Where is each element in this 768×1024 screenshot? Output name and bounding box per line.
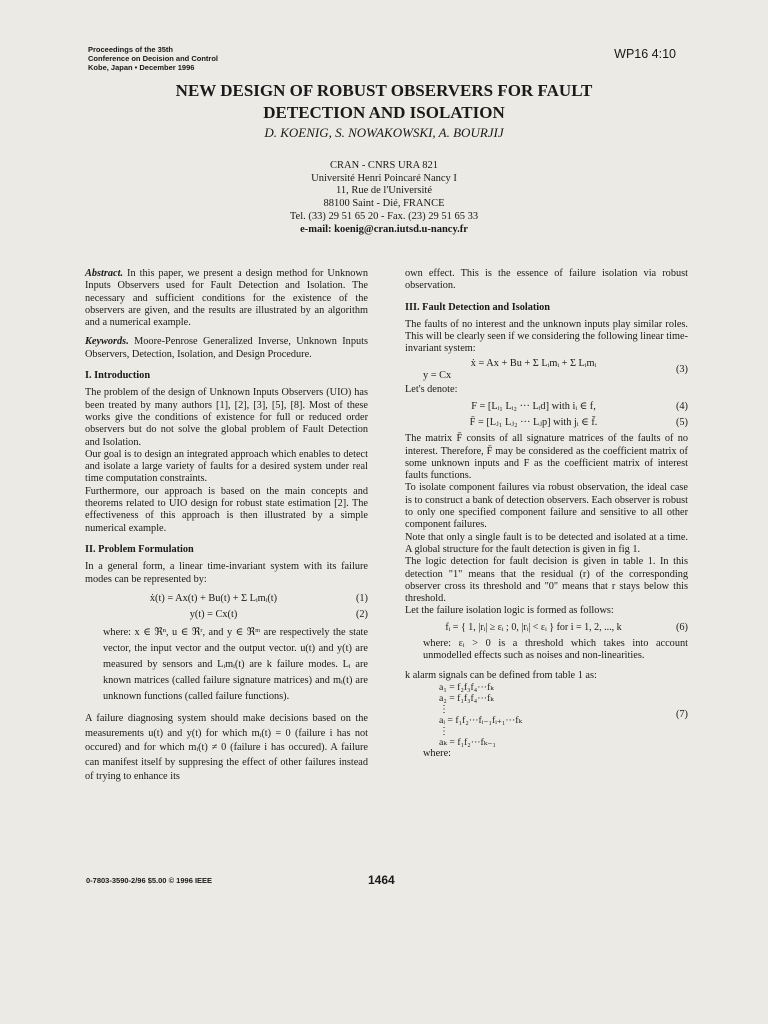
- equation-5: [405, 417, 688, 429]
- intro-paragraph-1: The problem of the design of Unknown Inputs Observers (UIO) has been treated by many authors [1], [2], [3], [5], [8]. Most of these works give the conditions of existence for full or reduced order observers but do not solve the global problem of Fault Detection and Isolation.: [85, 387, 368, 448]
- equation-6-body: fᵢ = { 1, |rᵢ| ≥ εᵢ ; 0, |rᵢ| < εᵢ } for i = 1, 2, ..., k: [445, 621, 622, 633]
- equation-7-line: ⋮: [439, 703, 449, 715]
- equation-5-number: (5): [675, 416, 688, 428]
- right-column: [405, 268, 688, 760]
- alarm-paragraph: k alarm signals can be defined from table 1 as:: [405, 669, 597, 681]
- equation-7-line: a₁ = f₂f₃f₄···fₖ: [439, 681, 494, 693]
- section-3-heading: III. Fault Detection and Isolation: [405, 301, 551, 313]
- fdi-paragraph-3: To isolate component failures via robust observation, the ideal case is to construct a bank of detection observers. Each observer is robust to only one specified component failure and sensitive to all other component failures.: [405, 482, 688, 531]
- affil-line: 88100 Saint - Dié, FRANCE: [323, 198, 445, 210]
- session-code: WP16 4:10: [614, 47, 676, 61]
- isbn-footer: 0-7803-3590-2/96 $5.00 © 1996 IEEE: [86, 876, 213, 885]
- affil-line: CRAN - CNRS URA 821: [330, 160, 438, 171]
- equation-2: [85, 609, 368, 621]
- equation-3-number: (3): [675, 363, 688, 375]
- affil-line: Tel. (33) 29 51 65 20 - Fax. (23) 29 51 65 33: [289, 210, 479, 222]
- continuation-paragraph: own effect. This is the essence of failure isolation via robust observation.: [405, 268, 688, 292]
- keywords-paragraph: [85, 336, 368, 361]
- affil-line: Université Henri Poincaré Nancy I: [311, 172, 457, 184]
- left-column: [85, 268, 368, 792]
- equation-7-line: aₖ = f₁f₂···fₖ₋₁: [439, 736, 496, 748]
- proc-line: Conference on Decision and Control: [88, 54, 219, 63]
- keywords-label: Keywords.: [85, 336, 129, 348]
- abstract-label: Abstract.: [85, 268, 124, 279]
- equation-1: [85, 593, 368, 605]
- proc-line: Proceedings of the 35th: [88, 45, 174, 54]
- equation-1-body: ẋ(t) = Ax(t) + Bu(t) + Σ Lᵢmᵢ(t): [149, 592, 278, 604]
- proceedings-header: [88, 45, 218, 72]
- diagnosis-paragraph: A failure diagnosing system should make decisions based on the measurements u(t) and y(t) for which mᵢ(t) = 0 (failure i has not occured) and for which mᵢ(t) ≠ 0 (failure i has occured). A failure can manifest itself by suppresing the effect of other failures instead of trying to enhance its: [85, 713, 368, 783]
- abstract-paragraph: [85, 268, 368, 329]
- equation-7-line: aᵢ = f₁f₂···fᵢ₋₁fᵢ₊₁···fₖ: [439, 714, 523, 726]
- equation-3-line-2: y = Cx: [423, 370, 452, 382]
- fdi-paragraph-1: The faults of no interest and the unknown inputs play similar roles. This will be clearly seen if we considering the following linear time-invariant system:: [405, 318, 688, 355]
- threshold-paragraph: where: εᵢ > 0 is a threshold which takes into account unmodelled effects such as noises and non-linearities.: [423, 638, 688, 662]
- page-number: 1464: [368, 873, 395, 887]
- equation-6-number: (6): [675, 621, 688, 633]
- fdi-paragraph-5: The logic detection for fault decision is given in table 1. In this detection "1" means that the residual (r) of the corresponding observer cross its threshold and "0" means that r stays below this threshold.: [405, 556, 688, 605]
- intro-paragraph-3: Furthermore, our approach is based on the main concepts and theorems related to UIO design for robust state estimation [2]. The effectiveness of this approach is then illustrated by a simple numerical example.: [85, 485, 368, 534]
- equation-4: [405, 401, 688, 413]
- affiliation: [0, 160, 768, 236]
- formulation-paragraph: In a general form, a linear time-invariant system with its failure modes can be represented by:: [85, 561, 368, 585]
- equation-3-line-1: ẋ = Ax + Bu + Σ Lᵢmᵢ + Σ Lᵢmᵢ: [470, 357, 597, 369]
- title-line-1: NEW DESIGN OF ROBUST OBSERVERS FOR FAULT: [175, 81, 593, 100]
- where-paragraph: where: x ∈ ℜⁿ, u ∈ ℜʳ, and y ∈ ℜᵐ are respectively the state vector, the input vector and the output vector. u(t) and y(t) are measured by sensors and Lᵢmᵢ(t) are k failure modes. Lᵢ are known matrices (called failure signature matrices) and mᵢ(t) are unknown functions (called failure functions).: [103, 627, 368, 703]
- equation-4-body: F = [Lᵢ₁ Lᵢ₂ ··· Lᵢd] with iᵢ ∈ f,: [471, 400, 596, 412]
- abstract-text: In this paper, we present a design method for Unknown Inputs Observers used for Fault Detection and Isolation. The necessary and sufficient conditions for the existence of the observers are given, and the results are illustrated by an algorithm and a numerical example.: [85, 268, 368, 329]
- equation-3: [405, 358, 688, 383]
- equation-1-number: (1): [355, 592, 368, 604]
- fdi-paragraph-6: Let the failure isolation logic is formed as follows:: [405, 605, 614, 617]
- fdi-paragraph-4: Note that only a single fault is to be detected and isolated at a time. A global structure for the fault detection is given in fig 1.: [405, 531, 688, 555]
- keywords-text: Moore-Penrose Generalized Inverse, Unknown Inputs Observers, Detection, Isolation, and Design Procedure.: [85, 336, 368, 360]
- title-line-2: DETECTION AND ISOLATION: [263, 103, 505, 122]
- paper-title: [0, 80, 768, 124]
- lets-denote: Let's denote:: [405, 384, 458, 396]
- equation-2-number: (2): [355, 609, 368, 621]
- equation-4-number: (4): [675, 400, 688, 412]
- equation-5-body: F̄ = [Lⱼ₁ Lⱼ₂ ··· Lⱼp] with jᵢ ∈ f̄.: [469, 416, 598, 428]
- proc-line: Kobe, Japan • December 1996: [88, 63, 195, 72]
- section-2-heading: II. Problem Formulation: [85, 543, 194, 555]
- intro-paragraph-2: Our goal is to design an integrated approach which enables to detect and isolate a large variety of faults for a desired system under real time computation constraints.: [85, 448, 368, 485]
- equation-2-body: y(t) = Cx(t): [189, 609, 238, 621]
- fdi-paragraph-2: The matrix F̄ consits of all signature matrices of the faults of no interest. Therefore, F̄ may be considered as the coefficient matrix of some unknown inputs and F as the coefficient matrix of interest faults functions.: [405, 433, 688, 482]
- equation-7-number: (7): [675, 708, 688, 720]
- equation-6: [405, 622, 688, 634]
- affil-line: 11, Rue de l'Université: [336, 185, 432, 197]
- authors: D. KOENIG, S. NOWAKOWSKI, A. BOURJIJ: [264, 125, 504, 140]
- where-label: where:: [423, 747, 452, 759]
- email-line: e-mail: koenig@cran.iutsd.u-nancy.fr: [300, 223, 468, 235]
- equation-7: [405, 682, 688, 748]
- section-1-heading: I. Introduction: [85, 370, 151, 382]
- equation-7-line: a₂ = f₁f₃f₄···fₖ: [439, 692, 494, 704]
- equation-7-line: ⋮: [439, 725, 449, 737]
